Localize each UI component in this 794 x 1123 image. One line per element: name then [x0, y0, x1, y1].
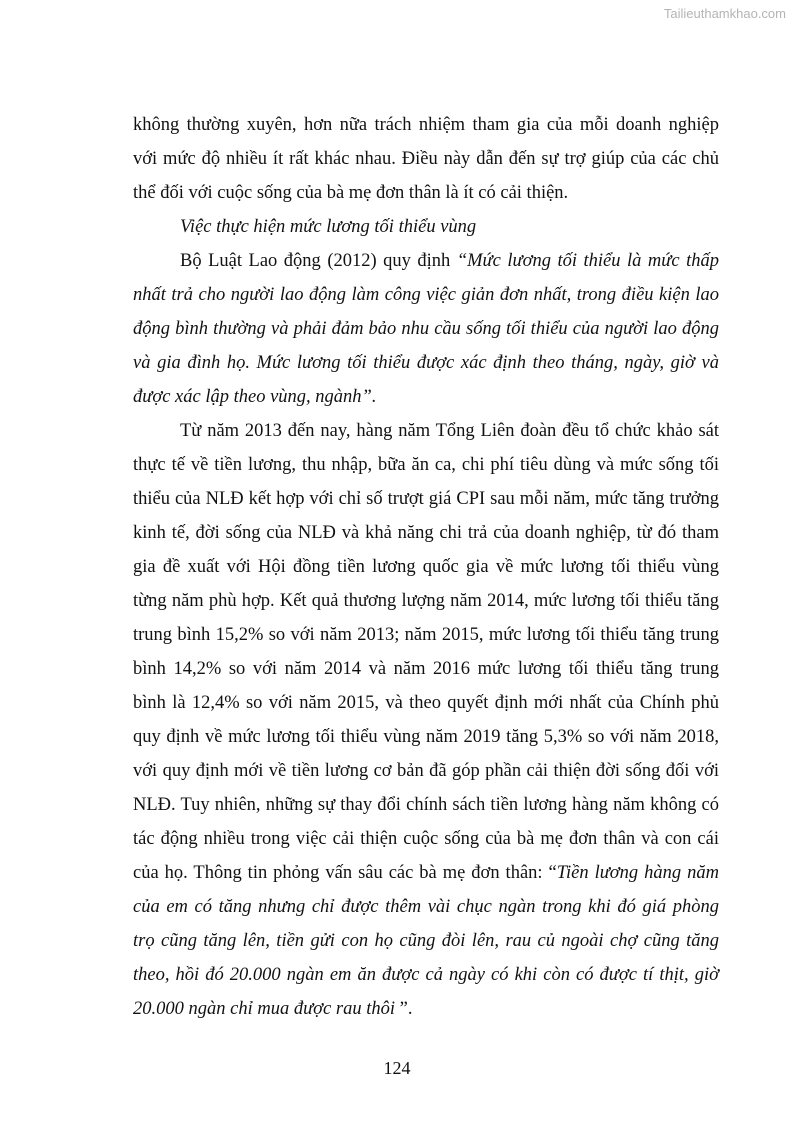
text-line: thiểu của NLĐ kết hợp với chỉ số trượt giá CPI sau mỗi năm, mức tăng trưởng [133, 489, 719, 509]
paragraph [133, 108, 719, 210]
section-subheading [133, 210, 719, 244]
closing-quote: ”. [399, 999, 413, 1019]
text-line: kinh tế, đời sống của NLĐ và khả năng chi trả của doanh nghiệp, từ đó tham [133, 523, 719, 543]
text-line: thể đối với cuộc sống của bà mẹ đơn thân là ít có cải thiện. [133, 183, 569, 203]
text-line: Việc thực hiện mức lương tối thiểu vùng [180, 217, 477, 237]
text-line: Bộ Luật Lao động (2012) quy định “Mức lương tối thiểu là mức thấp [180, 251, 719, 271]
page-number: 124 [383, 1058, 411, 1078]
text-line: bình 14,2% so với năm 2014 và năm 2016 mức lương tối thiểu tăng trung [133, 659, 719, 679]
text-line: gia đề xuất với Hội đồng tiền lương quốc gia về mức lương tối thiểu vùng [133, 557, 719, 577]
document-body [133, 108, 719, 1026]
text-line: NLĐ. Tuy nhiên, những sự thay đổi chính sách tiền lương hàng năm không có [133, 795, 719, 815]
text-line: Từ năm 2013 đến nay, hàng năm Tổng Liên đoàn đều tổ chức khảo sát [180, 421, 719, 441]
quote-line: của em có tăng nhưng chỉ được thêm vài chục ngàn trong khi đó giá phòng [133, 897, 719, 917]
text-line: bình là 12,4% so với năm 2015, và theo quyết định mới nhất của Chính phủ [133, 693, 719, 713]
quote-line: động bình thường và phải đảm bảo nhu cầu sống tối thiểu của người lao động [133, 319, 719, 339]
quote-line: trọ cũng tăng lên, tiền gửi con họ cũng đòi lên, rau củ ngoài chợ cũng tăng [133, 931, 719, 951]
quote-line: 20.000 ngàn chỉ mua được rau thôi ”. [133, 999, 413, 1019]
quote-text: “Mức lương tối thiểu là mức thấp [456, 251, 719, 271]
text-line: quy định về mức lương tối thiểu vùng năm 2019 tăng 5,3% so với năm 2018, [133, 727, 719, 747]
quote-line: nhất trả cho người lao động làm công việc giản đơn nhất, trong điều kiện lao [133, 285, 719, 305]
paragraph [133, 244, 719, 414]
paragraph [133, 414, 719, 1026]
text-line: với mức độ nhiều ít rất khác nhau. Điều này dẫn đến sự trợ giúp của các chủ [133, 149, 719, 169]
text-line: của họ. Thông tin phỏng vấn sâu các bà mẹ đơn thân: “Tiền lương hàng năm [133, 863, 719, 883]
quote-line: và gia đình họ. Mức lương tối thiểu được xác định theo tháng, ngày, giờ và [133, 353, 719, 373]
quote-line: theo, hồi đó 20.000 ngàn em ăn được cả ngày có khi còn có được tí thịt, giờ [133, 965, 719, 985]
text-line: tác động nhiều trong việc cải thiện cuộc sống của bà mẹ đơn thân và con cái [133, 829, 719, 849]
quote-text: Tiền lương hàng năm [556, 863, 719, 883]
text-line: từng năm phù hợp. Kết quả thương lượng năm 2014, mức lương tối thiểu tăng [133, 591, 719, 611]
text-line: thực tế về tiền lương, thu nhập, bữa ăn ca, chi phí tiêu dùng và mức sống tối [133, 455, 719, 475]
text-line: với quy định mới về tiền lương cơ bản đã góp phần cải thiện đời sống đối với [133, 761, 719, 781]
watermark: Tailieuthamkhao.com [663, 6, 786, 21]
quote-line: được xác lập theo vùng, ngành”. [133, 387, 377, 407]
text-line: trung bình 15,2% so với năm 2013; năm 2015, mức lương tối thiểu tăng trung [133, 625, 719, 645]
text-line: không thường xuyên, hơn nữa trách nhiệm tham gia của mỗi doanh nghiệp [133, 115, 719, 135]
